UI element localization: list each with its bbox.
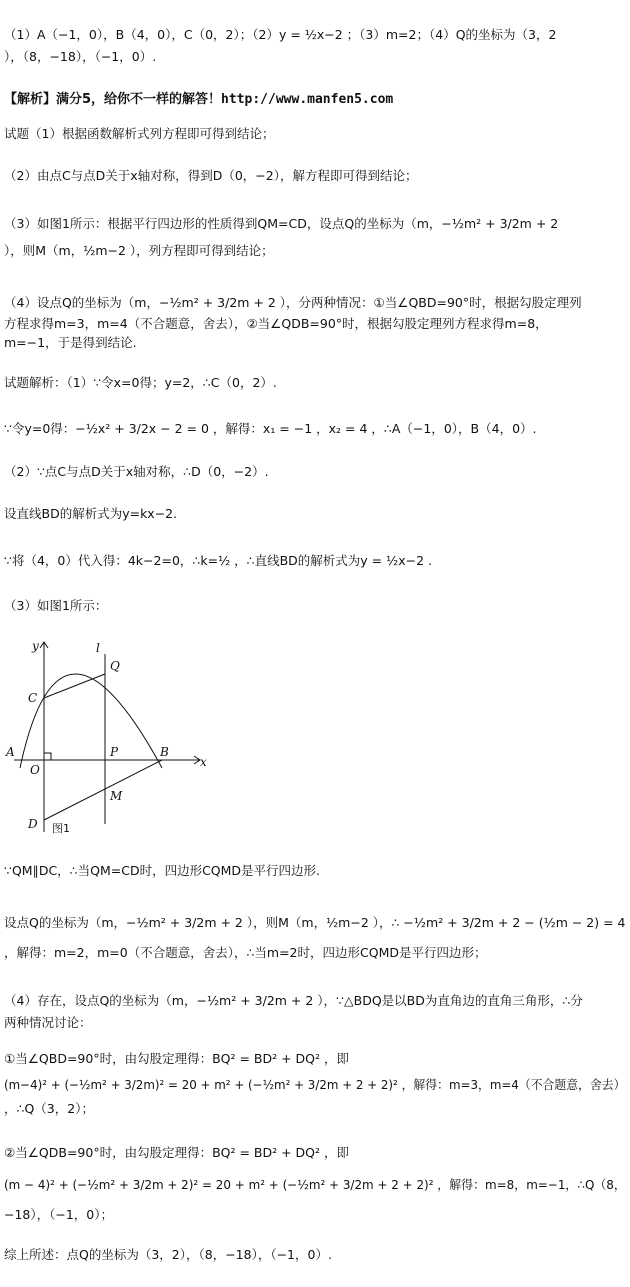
solution-line-4: 设直线BD的解析式为y=kx−2.: [4, 506, 178, 521]
analysis-header: [4, 90, 393, 109]
answer-line-1: （1）A（−1，0），B（4，0），C（0，2）；（2）y = ½x−2 ；（3）m=2；（4）Q的坐标为（3，2: [4, 27, 557, 42]
label-c: C: [28, 691, 38, 705]
solution-line-8b: ，解得：m=2，m=0（不合题意，舍去），∴当m=2时，四边形CQMD是平行四边形；: [4, 945, 487, 960]
solution-line-3: （2）∵点C与点D关于x轴对称，∴D（0，−2）.: [4, 464, 269, 479]
hint-line-4a: （4）设点Q的坐标为（m，−½m² + 3/2m + 2 ），分两种情况：①当∠QBD=90°时，根据勾股定理列: [4, 295, 582, 310]
segment-db: [44, 760, 162, 820]
label-m: M: [110, 789, 123, 803]
solution-line-10b: (m−4)² + (−½m² + 3/2m)² = 20 + m² + (−½m² + 3/2m + 2 + 2)² ，解得：m=3，m=4（不合题意，舍去）: [4, 1077, 626, 1092]
label-b: B: [160, 745, 169, 759]
hint-line-1: 试题（1）根据函数解析式列方程即可得到结论；: [4, 126, 275, 141]
analysis-header-label: 【解析】满分5，给你不一样的解答！: [4, 92, 222, 107]
figure-caption: 图1: [52, 822, 70, 835]
label-x: x: [200, 755, 207, 769]
label-l: l: [96, 641, 100, 655]
solution-line-10a: ①当∠QBD=90°时，由勾股定理得：BQ² = BD² + DQ² ，即: [4, 1051, 350, 1066]
label-a: A: [6, 745, 15, 759]
conclusion-line: 综上所述：点Q的坐标为（3，2），（8，−18），（−1，0）.: [4, 1247, 332, 1262]
solution-line-11c: −18），（−1，0）；: [4, 1207, 114, 1222]
label-d: D: [28, 817, 38, 831]
solution-line-11a: ②当∠QDB=90°时，由勾股定理得：BQ² = BD² + DQ² ，即: [4, 1145, 350, 1160]
solution-line-8a: 设点Q的坐标为（m，−½m² + 3/2m + 2 ），则M（m，½m−2 ），∴ −½m² + 3/2m + 2 − (½m − 2) = 4: [4, 915, 626, 930]
solution-line-6: （3）如图1所示：: [4, 598, 108, 613]
hint-line-4c: m=−1，于是得到结论.: [4, 335, 137, 350]
solution-line-7: ∵QM∥DC，∴当QM=CD时，四边形CQMD是平行四边形.: [4, 863, 321, 878]
solution-line-2: ∵令y=0得：−½x² + 3/2x − 2 = 0 ，解得：x₁ = −1 ，x₂ = 4 ，∴A（−1，0），B（4，0）.: [4, 421, 537, 436]
parabola-curve: [20, 674, 162, 768]
segment-cq: [44, 674, 105, 698]
hint-line-2: （2）由点C与点D关于x轴对称，得到D（0，−2），解方程即可得到结论；: [4, 168, 418, 183]
solution-line-9a: （4）存在，设点Q的坐标为（m，−½m² + 3/2m + 2 ），∵△BDQ是以BD为直角边的直角三角形，∴分: [4, 993, 583, 1008]
solution-line-11b: (m − 4)² + (−½m² + 3/2m + 2)² = 20 + m² + (−½m² + 3/2m + 2 + 2)² ，解得：m=8，m=−1，∴Q（8，: [4, 1177, 626, 1192]
figure-1-diagram: [0, 632, 220, 842]
label-o: O: [30, 763, 40, 777]
solution-line-10c: ，∴Q（3，2）；: [4, 1101, 94, 1116]
solution-line-5: ∵将（4，0）代入得：4k−2=0，∴k=½ ，∴直线BD的解析式为y = ½x−2 .: [4, 553, 433, 568]
label-y: y: [32, 639, 39, 653]
label-p: P: [110, 745, 119, 759]
right-angle-mark: [44, 753, 51, 760]
hint-line-3b: ），则M（m，½m−2 ），列方程即可得到结论；: [4, 243, 274, 258]
answer-line-2: ），（8，−18），（−1，0）.: [4, 49, 157, 64]
hint-line-4b: 方程求得m=3，m=4（不合题意，舍去），②当∠QDB=90°时，根据勾股定理列方程求得m=8，: [4, 316, 548, 331]
label-q: Q: [110, 659, 120, 673]
solution-line-1: 试题解析：（1）∵令x=0得；y=2，∴C（0，2）.: [4, 375, 277, 390]
analysis-header-url: http://www.manfen5.com: [221, 92, 394, 107]
solution-line-9b: 两种情况讨论：: [4, 1015, 92, 1030]
hint-line-3a: （3）如图1所示：根据平行四边形的性质得到QM=CD，设点Q的坐标为（m，−½m² + 3/2m + 2: [4, 216, 559, 231]
